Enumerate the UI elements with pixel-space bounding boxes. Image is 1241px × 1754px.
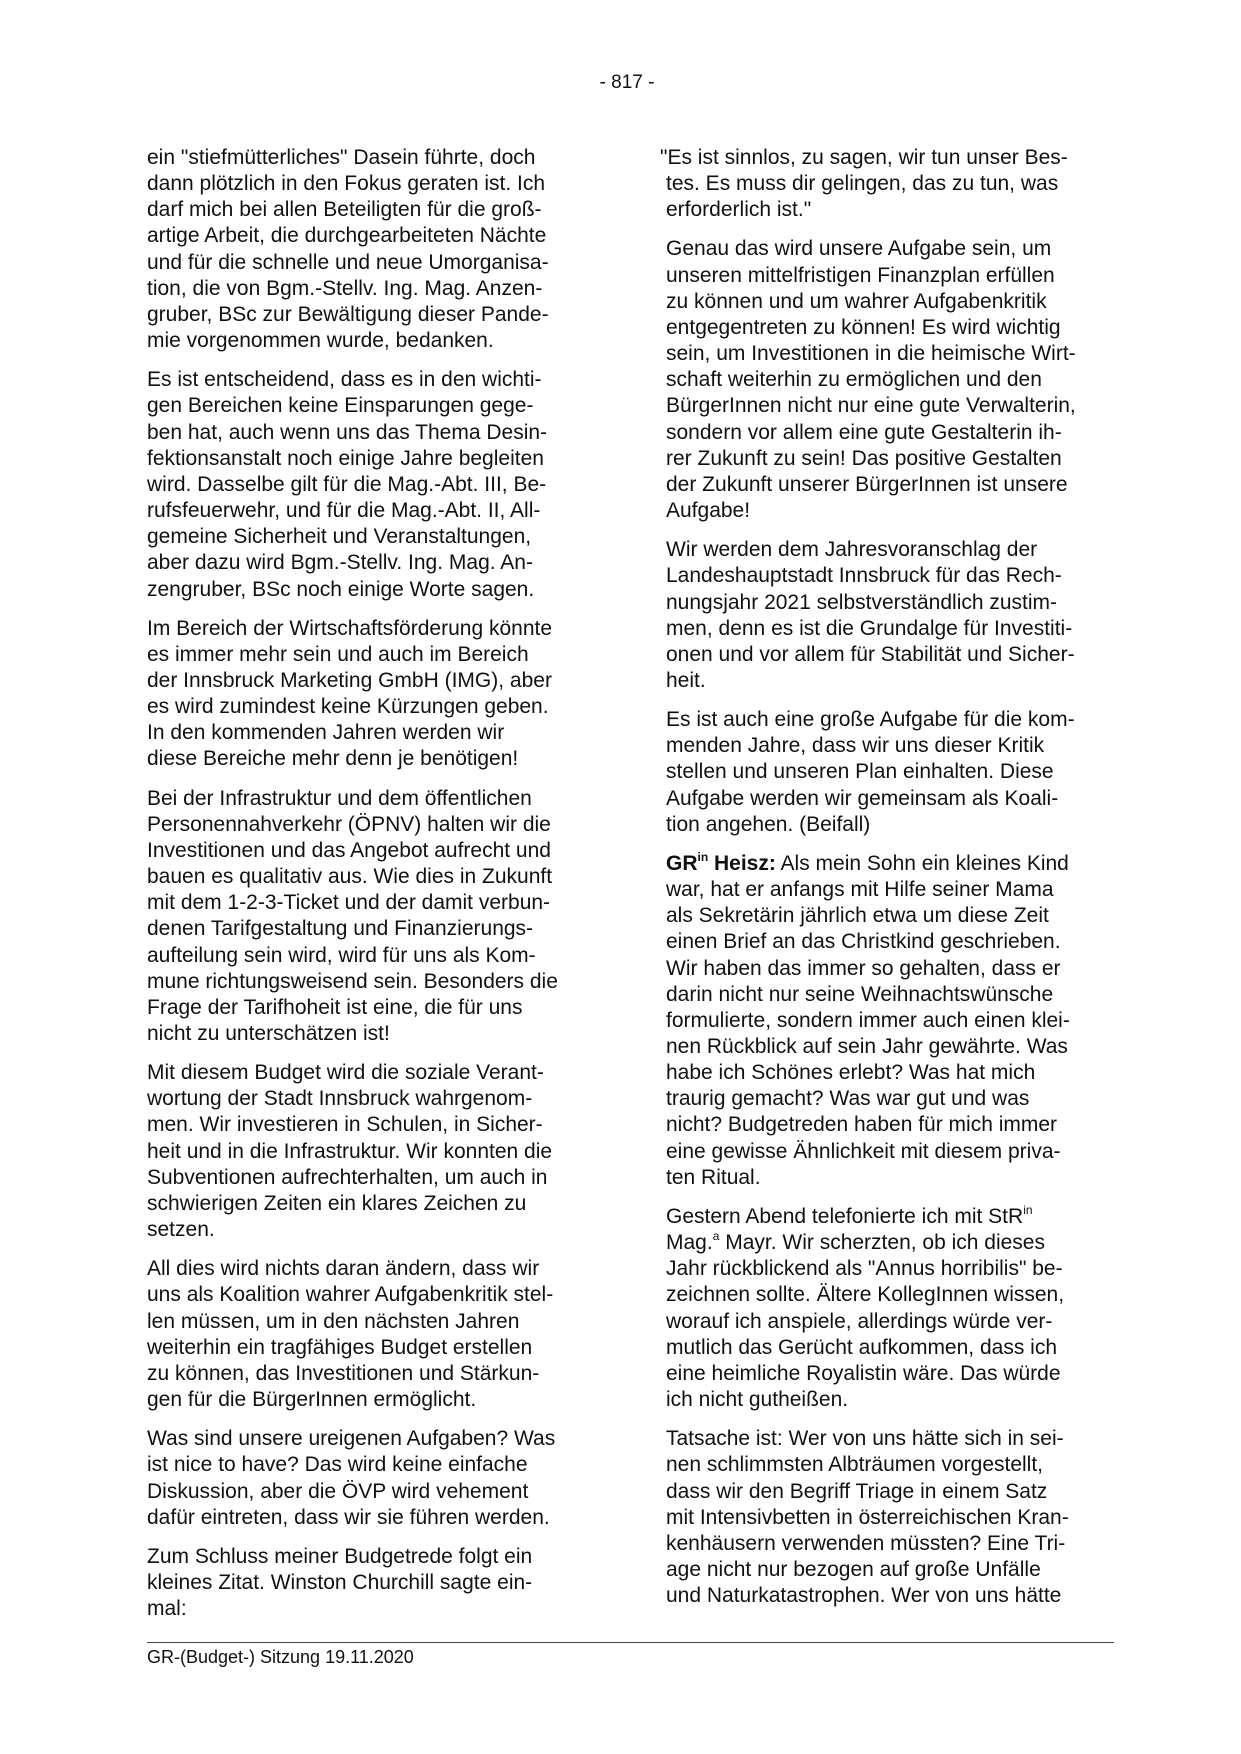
text-line: gemeine Sicherheit und Veranstaltungen, <box>147 525 532 549</box>
text-line: wortung der Stadt Innsbruck wahrgenom- <box>147 1087 533 1111</box>
text-line: bauen es qualitativ aus. Wie dies in Zukunft <box>147 865 553 889</box>
text-line: wird. Dasselbe gilt für die Mag.-Abt. III, Be- <box>147 472 547 496</box>
text-line: men, denn es ist die Grundalge für Investiti- <box>666 616 1073 640</box>
text-line: Genau das wird unsere Aufgabe sein, um <box>666 237 1052 261</box>
text-line: aufteilung sein wird, wird für uns als Kom- <box>147 943 536 967</box>
text-line: ein "stiefmütterliches" Dasein führte, doch <box>147 146 536 169</box>
text-line: zengruber, BSc noch einige Worte sagen. <box>147 577 535 601</box>
text-line: war, hat er anfangs mit Hilfe seiner Mama <box>666 878 1054 902</box>
text-line: menden Jahre, dass wir uns dieser Kritik <box>666 734 1045 758</box>
text-line: entgegentreten zu können! Es wird wichtig <box>666 315 1061 339</box>
text-line: diese Bereiche mehr denn je benötigen! <box>147 747 519 771</box>
text-line: heit. <box>666 668 706 692</box>
text-line: sein, um Investitionen in die heimische Wirt- <box>666 342 1076 366</box>
text-line: zu können und um wahrer Aufgabenkritik <box>666 289 1047 313</box>
text-line: es immer mehr sein und auch im Bereich <box>147 642 529 666</box>
text-line: ich nicht gutheißen. <box>666 1388 849 1412</box>
speaker-name: in <box>697 849 709 864</box>
text-line: ten Ritual. <box>666 1165 761 1189</box>
text-line: uns als Koalition wahrer Aufgabenkritik stel- <box>147 1283 554 1307</box>
text-line: Subventionen aufrechterhalten, um auch in <box>147 1165 548 1189</box>
paragraph <box>666 851 1136 1191</box>
text-line: gen Bereichen keine Einsparungen gege- <box>147 394 534 418</box>
text-line: Wir haben das immer so gehalten, dass er <box>666 956 1061 980</box>
text-line: schaft weiterhin zu ermöglichen und den <box>666 368 1042 392</box>
text-line: es wird zumindest keine Kürzungen geben. <box>147 695 549 719</box>
text-segment: Mag. <box>666 1231 713 1255</box>
text-line <box>666 1230 1136 1256</box>
paragraph <box>666 707 1136 838</box>
text-line: Es ist auch eine große Aufgabe für die kom- <box>666 708 1075 732</box>
text-line: nen Rückblick auf sein Jahr gewährte. Was <box>666 1035 1068 1058</box>
text-line: mal: <box>147 1597 187 1621</box>
text-line: fektionsanstalt noch einige Jahre begleiten <box>147 446 544 470</box>
text-line: dann plötzlich in den Fokus geraten ist. Ich <box>147 172 546 196</box>
text-line: Landeshauptstadt Innsbruck für das Rech- <box>666 564 1062 588</box>
text-line: mutlich das Gerücht aufkommen, dass ich <box>666 1335 1058 1359</box>
text-line: als Sekretärin jährlich etwa um diese Zeit <box>666 904 1049 928</box>
text-line: und Naturkatastrophen. Wer von uns hätte <box>666 1584 1062 1608</box>
text-segment: Als mein Sohn ein kleines Kind <box>775 851 1069 875</box>
text-line: setzen. <box>147 1218 215 1242</box>
paragraph <box>666 537 1136 694</box>
text-line: Im Bereich der Wirtschaftsförderung könnte <box>147 616 553 640</box>
text-line: denen Tarifgestaltung und Finanzierungs- <box>147 917 534 941</box>
text-segment: Mayr. Wir scherzten, ob ich dieses <box>719 1231 1045 1255</box>
text-line: eine gewisse Ähnlichkeit mit diesem priva- <box>666 1139 1061 1163</box>
page-number: - 817 - <box>599 72 655 93</box>
text-line: eine heimliche Royalistin wäre. Das würde <box>666 1361 1061 1385</box>
text-line: erforderlich ist." <box>666 198 812 222</box>
text-line <box>666 851 1136 877</box>
paragraph <box>147 786 617 1048</box>
text-line: rufsfeuerwehr, und für die Mag.-Abt. II, All- <box>147 499 541 523</box>
text-line: nicht? Budgetreden haben für mich immer <box>666 1113 1058 1137</box>
paragraph <box>666 1204 1136 1413</box>
text-line: dass wir den Begriff Triage in einem Satz <box>666 1479 1048 1503</box>
text-line: traurig gemacht? Was war gut und was <box>666 1087 1030 1111</box>
text-line: Es ist entscheidend, dass es in den wichti- <box>147 368 542 392</box>
speaker-name: GR <box>666 851 698 875</box>
paragraph <box>147 1426 617 1531</box>
speaker-name: Heisz: <box>708 851 776 875</box>
footer-divider <box>147 1642 1114 1643</box>
text-line: Mit diesem Budget wird die soziale Verant- <box>147 1061 544 1085</box>
paragraph <box>147 1060 617 1243</box>
text-line: mit dem 1-2-3-Ticket und der damit verbun- <box>147 891 551 915</box>
text-segment: in <box>1023 1202 1033 1217</box>
text-line: artige Arbeit, die durchgearbeiteten Nächte <box>147 224 547 248</box>
text-line: onen und vor allem für Stabilität und Sicher- <box>666 642 1075 666</box>
text-line: dafür eintreten, dass wir sie führen werden. <box>147 1505 550 1529</box>
text-line: Aufgabe werden wir gemeinsam als Koali- <box>666 786 1059 810</box>
footer-session-label: GR-(Budget-) Sitzung 19.11.2020 <box>147 1647 414 1667</box>
paragraph <box>147 616 617 773</box>
text-line: Zum Schluss meiner Budgetrede folgt ein <box>147 1544 533 1568</box>
paragraph <box>147 145 617 354</box>
text-line: len müssen, um in den nächsten Jahren <box>147 1309 520 1333</box>
text-line: der Innsbruck Marketing GmbH (IMG), aber <box>147 668 552 692</box>
text-line: Jahr rückblickend als "Annus horribilis" be- <box>666 1257 1063 1281</box>
text-line: der Zukunft unserer BürgerInnen ist unsere <box>666 472 1068 496</box>
text-line: tion, die von Bgm.-Stellv. Ing. Mag. Anzen- <box>147 276 543 300</box>
text-line: Tatsache ist: Wer von uns hätte sich in sei- <box>666 1427 1064 1451</box>
text-line: BürgerInnen nicht nur eine gute Verwalterin, <box>666 394 1076 418</box>
text-line: sondern vor allem eine gute Gestalterin ih- <box>666 420 1062 444</box>
text-line: kleines Zitat. Winston Churchill sagte ein- <box>147 1570 533 1594</box>
text-line: nicht zu unterschätzen ist! <box>147 1022 390 1045</box>
text-line: heit und in die Infrastruktur. Wir konnten die <box>147 1139 553 1163</box>
text-line: All dies wird nichts daran ändern, dass wir <box>147 1257 540 1281</box>
text-line: gen für die BürgerInnen ermöglicht. <box>147 1388 477 1412</box>
text-line: gruber, BSc zur Bewältigung dieser Pande- <box>147 302 549 326</box>
paragraph <box>666 1426 1136 1609</box>
text-line: Was sind unsere ureigenen Aufgaben? Was <box>147 1427 556 1451</box>
text-line: age nicht nur bezogen auf große Unfälle <box>666 1557 1041 1581</box>
text-line: darin nicht nur seine Weihnachtswünsche <box>666 982 1054 1006</box>
text-line: tion angehen. (Beifall) <box>666 812 871 836</box>
text-line: einen Brief an das Christkind geschrieben. <box>666 930 1061 954</box>
left-column <box>147 145 617 1635</box>
text-line: habe ich Schönes erlebt? Was hat mich <box>666 1061 1036 1085</box>
text-line: zeichnen sollte. Ältere KollegInnen wissen, <box>666 1283 1065 1307</box>
quote-paragraph <box>660 145 1136 223</box>
text-line: Investitionen und das Angebot aufrecht und <box>147 838 551 862</box>
text-line: formulierte, sondern immer auch einen klei- <box>666 1008 1070 1032</box>
text-line: stellen und unseren Plan einhalten. Diese <box>666 760 1054 784</box>
text-line: ist nice to have? Das wird keine einfache <box>147 1453 528 1477</box>
text-line <box>666 1204 1136 1230</box>
text-line: aber dazu wird Bgm.-Stellv. Ing. Mag. An- <box>147 551 533 575</box>
text-line: Personennahverkehr (ÖPNV) halten wir die <box>147 812 551 836</box>
text-line: nen schlimmsten Albträumen vorgestellt, <box>666 1453 1044 1477</box>
text-line: mie vorgenommen wurde, bedanken. <box>147 329 494 353</box>
text-line: kenhäusern verwenden müssten? Eine Tri- <box>666 1531 1066 1555</box>
text-line: weiterhin ein tragfähiges Budget erstellen <box>147 1335 533 1359</box>
text-line: schwierigen Zeiten ein klares Zeichen zu <box>147 1191 527 1215</box>
text-line: Frage der Tarifhoheit ist eine, die für uns <box>147 995 523 1019</box>
text-line: und für die schnelle und neue Umorganisa- <box>147 250 549 274</box>
text-line: mit Intensivbetten in österreichischen Kran- <box>666 1505 1069 1529</box>
text-line: men. Wir investieren in Schulen, in Sicher- <box>147 1113 543 1137</box>
paragraph <box>666 236 1136 524</box>
text-line: Bei der Infrastruktur und dem öffentlichen <box>147 786 532 810</box>
text-line: In den kommenden Jahren werden wir <box>147 721 505 745</box>
text-line: ben hat, auch wenn uns das Thema Desin- <box>147 420 548 444</box>
paragraph <box>147 1256 617 1413</box>
text-line: "Es ist sinnlos, zu sagen, wir tun unser Bes- <box>660 146 1068 169</box>
text-segment: a <box>712 1229 720 1244</box>
text-line: Diskussion, aber die ÖVP wird vehement <box>147 1479 529 1503</box>
paragraph <box>147 1544 617 1622</box>
paragraph <box>147 367 617 602</box>
text-line: mune richtungsweisend sein. Besonders die <box>147 969 558 993</box>
right-column <box>660 145 1136 1622</box>
text-line: darf mich bei allen Beteiligten für die groß- <box>147 198 542 222</box>
text-line: nungsjahr 2021 selbstverständlich zustim- <box>666 590 1058 614</box>
text-line: Aufgabe! <box>666 499 751 523</box>
text-line: worauf ich anspiele, allerdings würde ver- <box>666 1309 1053 1333</box>
text-line: zu können, das Investitionen und Stärkun- <box>147 1361 540 1385</box>
text-line: tes. Es muss dir gelingen, das zu tun, was <box>666 172 1059 196</box>
text-line: rer Zukunft zu sein! Das positive Gestalten <box>666 446 1062 470</box>
text-segment: Gestern Abend telefonierte ich mit StR <box>666 1204 1024 1228</box>
text-line: Wir werden dem Jahresvoranschlag der <box>666 538 1038 562</box>
text-line: unseren mittelfristigen Finanzplan erfüllen <box>666 263 1055 287</box>
